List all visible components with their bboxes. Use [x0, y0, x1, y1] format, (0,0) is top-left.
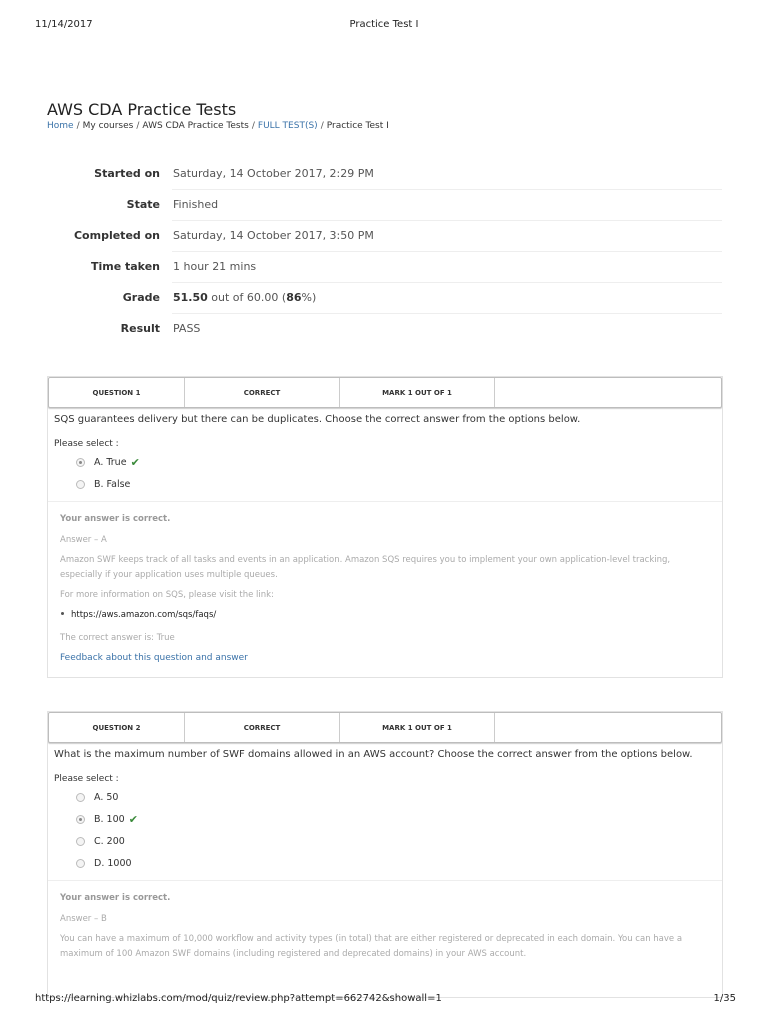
- state-label: State: [126, 198, 160, 211]
- option-label: A. True: [94, 456, 127, 468]
- attempt-summary-table: [47, 158, 722, 344]
- breadcrumb: [47, 121, 389, 131]
- breadcrumb-separator: /: [251, 121, 255, 131]
- checkmark-icon: ✔: [128, 812, 138, 826]
- question-number: QUESTION 2: [49, 713, 185, 742]
- question-state: CORRECT: [185, 378, 340, 407]
- print-title: Practice Test I: [349, 19, 419, 30]
- result-value: PASS: [173, 322, 201, 336]
- breadcrumb-separator: /: [76, 121, 80, 131]
- reference-link[interactable]: https://aws.amazon.com/sqs/faqs/: [71, 610, 217, 620]
- correctness-message: Your answer is correct.: [60, 893, 171, 903]
- completed-value: Saturday, 14 October 2017, 3:50 PM: [172, 220, 722, 251]
- answer-option[interactable]: [48, 808, 722, 830]
- question-header-spacer: [495, 378, 721, 407]
- question-header: [48, 377, 722, 408]
- breadcrumb-my-courses[interactable]: My courses: [82, 121, 134, 131]
- reference-list: [60, 608, 710, 623]
- breadcrumb-current: Practice Test I: [326, 121, 389, 131]
- radio-selected[interactable]: [76, 815, 85, 824]
- question-number: QUESTION 1: [49, 378, 185, 407]
- answer-line: Answer – A: [60, 535, 107, 545]
- time-label: Time taken: [90, 260, 160, 273]
- radio-unselected[interactable]: [76, 837, 85, 846]
- bullet-icon: [61, 612, 64, 615]
- question-text: SQS guarantees delivery but there can be duplicates. Choose the correct answer from the options below.: [54, 414, 581, 425]
- option-label: D. 1000: [94, 857, 132, 869]
- more-info-text: For more information on SQS, please visit the link:: [60, 590, 274, 600]
- grade-label: Grade: [122, 291, 160, 304]
- summary-row-time: [47, 251, 722, 282]
- question-1: [47, 376, 723, 678]
- breadcrumb-home[interactable]: Home: [47, 121, 74, 131]
- option-label: C. 200: [94, 835, 125, 847]
- page-title: AWS CDA Practice Tests: [47, 100, 237, 119]
- print-url: https://learning.whizlabs.com/mod/quiz/review.php?attempt=662742&showall=1: [35, 993, 442, 1004]
- correct-answer-text: The correct answer is: True: [60, 633, 175, 643]
- breadcrumb-course[interactable]: AWS CDA Practice Tests: [142, 121, 249, 131]
- question-mark: MARK 1 OUT OF 1: [340, 378, 495, 407]
- started-label: Started on: [94, 167, 160, 180]
- explanation-text: You can have a maximum of 10,000 workflow and activity types (in total) that are either registered or deprecated in each domain. You can have a maximum of 100 Amazon SWF domains (including registered and deprecated domains) in your AWS account.: [60, 934, 683, 959]
- summary-row-started: [47, 158, 722, 189]
- print-date: 11/14/2017: [35, 19, 93, 30]
- question-header-spacer: [495, 713, 721, 742]
- select-prompt: Please select :: [54, 439, 119, 449]
- state-value: Finished: [172, 189, 722, 220]
- radio-unselected[interactable]: [76, 480, 85, 489]
- question-text: What is the maximum number of SWF domains allowed in an AWS account? Choose the correct answer from the options below.: [54, 749, 693, 760]
- radio-unselected[interactable]: [76, 859, 85, 868]
- time-value: 1 hour 21 mins: [172, 251, 722, 282]
- option-label: B. 100: [94, 813, 125, 825]
- question-header: [48, 712, 722, 743]
- feedback-panel: [48, 501, 722, 677]
- explanation-text: Amazon SWF keeps track of all tasks and events in an application. Amazon SQS requires you to implement your own application-level tracking, especially if your application uses multiple queues.: [60, 555, 671, 580]
- breadcrumb-full-tests[interactable]: FULL TEST(S): [257, 121, 318, 131]
- print-header: [0, 19, 768, 33]
- radio-selected[interactable]: [76, 458, 85, 467]
- option-label: B. False: [94, 478, 131, 490]
- answer-option[interactable]: [48, 852, 722, 874]
- breadcrumb-separator: /: [320, 121, 324, 131]
- result-label: Result: [120, 322, 160, 335]
- breadcrumb-separator: /: [136, 121, 140, 131]
- answer-option[interactable]: [48, 473, 722, 495]
- answer-option[interactable]: [48, 451, 722, 473]
- grade-end: %): [301, 291, 317, 304]
- grade-value: [172, 282, 722, 313]
- grade-mid: out of 60.00 (: [207, 291, 287, 304]
- answer-option[interactable]: [48, 786, 722, 808]
- started-value: Saturday, 14 October 2017, 2:29 PM: [172, 158, 722, 189]
- answer-line: Answer – B: [60, 914, 107, 924]
- radio-unselected[interactable]: [76, 793, 85, 802]
- print-page-number: 1/35: [713, 993, 736, 1004]
- question-mark: MARK 1 OUT OF 1: [340, 713, 495, 742]
- answer-option[interactable]: [48, 830, 722, 852]
- completed-label: Completed on: [73, 229, 160, 242]
- correctness-message: Your answer is correct.: [60, 514, 171, 524]
- grade-score: 51.50: [173, 291, 208, 304]
- select-prompt: Please select :: [54, 774, 119, 784]
- question-state: CORRECT: [185, 713, 340, 742]
- feedback-link[interactable]: Feedback about this question and answer: [60, 653, 248, 663]
- option-label: A. 50: [94, 791, 119, 803]
- summary-row-completed: [47, 220, 722, 251]
- summary-row-result: [47, 313, 722, 344]
- summary-row-grade: [47, 282, 722, 313]
- feedback-panel: [48, 880, 722, 973]
- summary-row-state: [47, 189, 722, 220]
- question-2: [47, 711, 723, 998]
- checkmark-icon: ✔: [130, 455, 140, 469]
- print-footer: [0, 993, 768, 1007]
- grade-percent: 86: [286, 291, 302, 304]
